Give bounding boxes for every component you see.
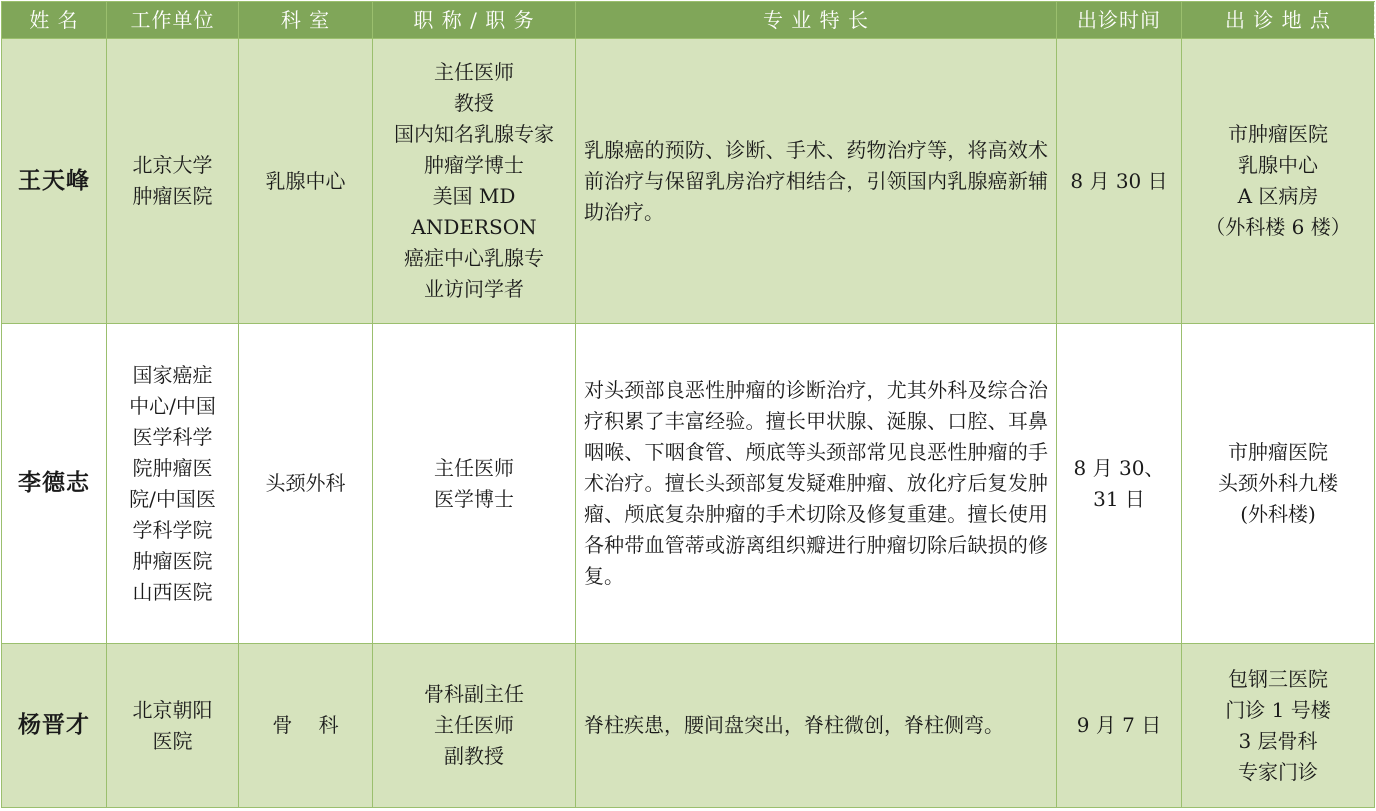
clinic-time: 8 月 30 日 (1057, 39, 1182, 324)
specialty: 脊柱疾患，腰间盘突出，脊柱微创，脊柱侧弯。 (576, 644, 1057, 808)
doctor-name: 杨晋才 (2, 644, 107, 808)
header-specialty: 专 业 特 长 (576, 2, 1057, 39)
header-unit: 工作单位 (107, 2, 239, 39)
work-unit: 北京朝阳 医院 (107, 644, 239, 808)
department: 头颈外科 (239, 324, 373, 644)
clinic-time: 9 月 7 日 (1057, 644, 1182, 808)
header-place: 出 诊 地 点 (1182, 2, 1375, 39)
department: 骨 科 (239, 644, 373, 808)
doctor-name: 李德志 (2, 324, 107, 644)
header-title: 职 称 / 职 务 (373, 2, 576, 39)
work-unit: 国家癌症 中心/中国 医学科学 院肿瘤医 院/中国医 学科学院 肿瘤医院 山西医院 (107, 324, 239, 644)
title-position: 主任医师 医学博士 (373, 324, 576, 644)
clinic-place: 包钢三医院 门诊 1 号楼 3 层骨科 专家门诊 (1182, 644, 1375, 808)
clinic-place: 市肿瘤医院 头颈外科九楼 (外科楼) (1182, 324, 1375, 644)
clinic-time: 8 月 30、 31 日 (1057, 324, 1182, 644)
header-row (2, 2, 1375, 39)
header-dept: 科 室 (239, 2, 373, 39)
department: 乳腺中心 (239, 39, 373, 324)
doctor-name: 王天峰 (2, 39, 107, 324)
table-row (2, 644, 1375, 808)
table-row (2, 39, 1375, 324)
specialty: 对头颈部良恶性肿瘤的诊断治疗，尤其外科及综合治疗积累了丰富经验。擅长甲状腺、涎腺、口腔、耳鼻咽喉、下咽食管、颅底等头颈部常见良恶性肿瘤的手术治疗。擅长头颈部复发疑难肿瘤、放化疗后复发肿瘤、颅底复杂肿瘤的手术切除及修复重建。擅长使用各种带血管蒂或游离组织瓣进行肿瘤切除后缺损的修复。 (576, 324, 1057, 644)
specialty: 乳腺癌的预防、诊断、手术、药物治疗等，将高效术前治疗与保留乳房治疗相结合，引领国内乳腺癌新辅助治疗。 (576, 39, 1057, 324)
table-row (2, 324, 1375, 644)
header-name: 姓 名 (2, 2, 107, 39)
header-time: 出诊时间 (1057, 2, 1182, 39)
title-position: 主任医师 教授 国内知名乳腺专家 肿瘤学博士 美国 MD ANDERSON 癌症中心乳腺专 业访问学者 (373, 39, 576, 324)
clinic-place: 市肿瘤医院 乳腺中心 A 区病房 （外科楼 6 楼） (1182, 39, 1375, 324)
title-position: 骨科副主任 主任医师 副教授 (373, 644, 576, 808)
clinic-schedule-table (1, 1, 1375, 808)
work-unit: 北京大学 肿瘤医院 (107, 39, 239, 324)
